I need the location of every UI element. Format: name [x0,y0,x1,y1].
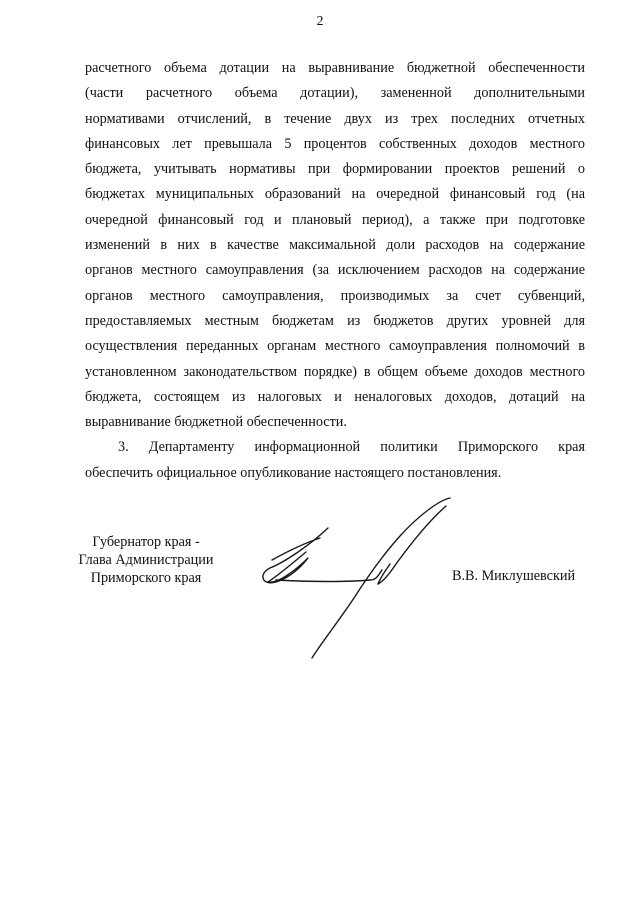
page-number: 2 [316,14,324,29]
body-line: органов местного самоуправления (за исключением расходов на содержание [85,262,585,279]
body-line: бюджета, состоящем из налоговых и неналоговых доходов, дотаций на [85,388,585,405]
signatory-title-line: Глава Администрации [78,552,214,568]
body-line: 3. Департаменту информационной политики Приморского края [118,439,585,456]
body-line: бюджета, учитывать нормативы при формировании проектов решений о [85,161,585,178]
signatory-title-line: Приморского края [90,570,202,586]
signatory-title [56,533,236,587]
body-line: выравнивание бюджетной обеспеченности. [85,414,347,431]
body-line: изменений в них в качестве максимальной доли расходов на содержание [85,237,585,254]
document-body [85,56,585,486]
body-line: установленном законодательством порядке) в общем объеме доходов местного [85,363,585,380]
body-line: очередной финансовый год и плановый период), а также при подготовке [85,211,585,228]
body-line: нормативами отчислений, в течение двух из трех последних отчетных [85,110,585,127]
body-line: обеспечить официальное опубликование настоящего постановления. [85,464,502,481]
body-line: финансовых лет превышала 5 процентов собственных доходов местного [85,135,585,152]
handwritten-signature [250,490,460,665]
body-line: бюджетах муниципальных образований на очередной финансовый год (на [85,186,585,203]
body-line: (части расчетного объема дотации), замененной дополнительными [85,85,585,102]
signatory-name: В.В. Миклушевский [452,568,576,584]
body-line: органов местного самоуправления, производимых за счет субвенций, [85,287,585,304]
body-line: расчетного объема дотации на выравнивание бюджетной обеспеченности [85,60,585,76]
body-line: предоставляемых местным бюджетам из бюджетов других уровней для [85,312,585,329]
body-line: осуществления переданных органам местного самоуправления полномочий в [85,338,585,355]
signatory-title-line: Губернатор края - [92,534,200,550]
